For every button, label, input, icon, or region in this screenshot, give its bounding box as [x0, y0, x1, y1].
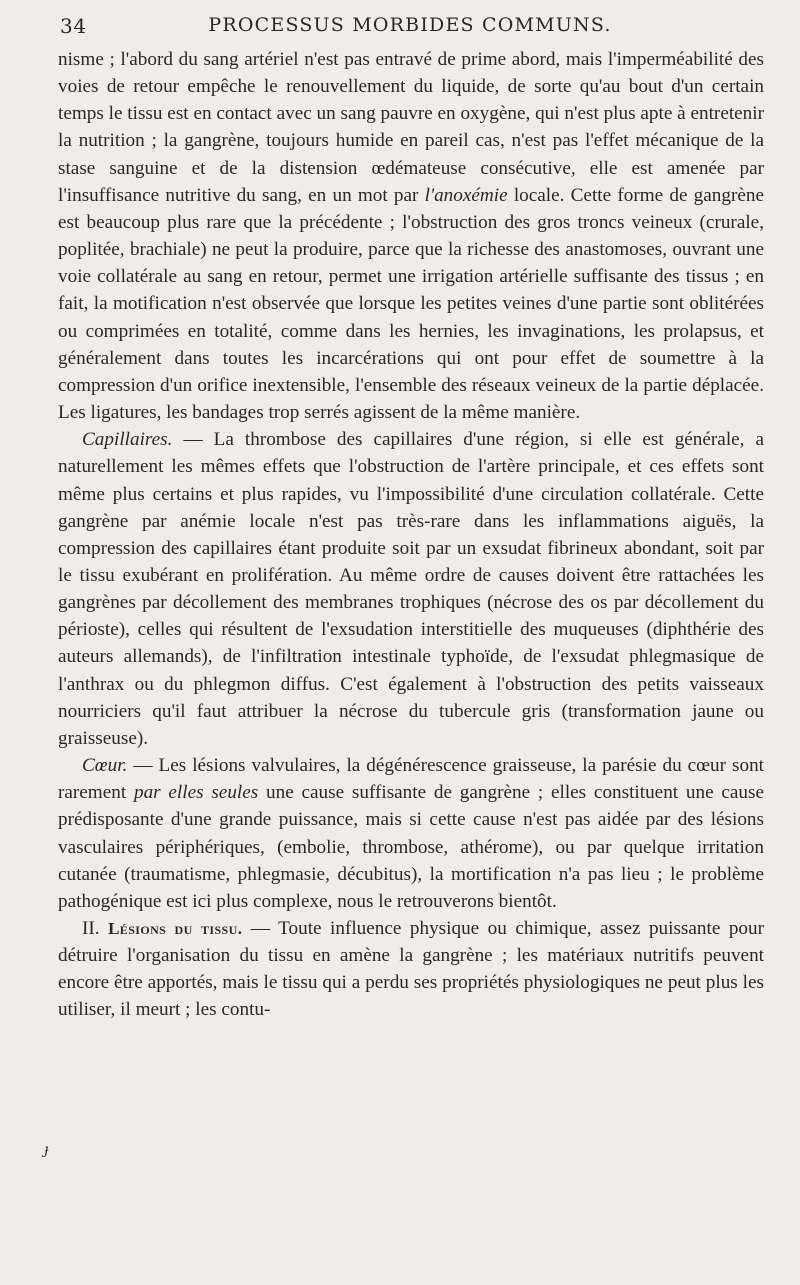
- paragraph-capillaires: [58, 426, 764, 752]
- running-title: PROCESSUS MORBIDES COMMUNS.: [208, 14, 612, 36]
- page-header: [60, 8, 760, 42]
- text-segment: locale. Cette forme de gangrène est beaucoup plus rare que la précédente ; l'obstruction des gros troncs veineux (crurale, poplitée, brachiale) ne peut la produire, parce que la richesse des anastomoses, ouvrant une voie collatérale au sang en retour, permet une irrigation artérielle suffisante des tissus ; en fait, la motification n'est observée que lorsque les petites veines d'une partie sont oblitérées ou comprimées en totalité, comme dans les hernies, les invaginations, les prolapsus, et généralement dans toutes les incarcérations qui ont pour effet de soumettre à la compression d'un orifice inextensible, l'ensemble des réseaux veineux de la partie déplacée. Les ligatures, les bandages trop serrés agissent de la même manière.: [58, 184, 764, 424]
- italic-term-anoxemie: l'anoxémie: [424, 184, 508, 206]
- page-number: 34: [60, 14, 87, 38]
- italic-phrase: par elles seules: [133, 782, 259, 804]
- text-segment: nisme ; l'abord du sang artériel n'est pas entravé de prime abord, mais l'imperméabilité des voies de retour empêche le renouvellement du liquide, de sorte qu'au bout d'un certain temps le tissu est en contact avec un sang pauvre en oxygène, qui n'est plus apte à entretenir la nutrition ; la gangrène, toujours humide en pareil cas, n'est pas l'effet mécanique de la stase sanguine et de la distension œdémateuse consécutive, elle est amenée par l'insuffisance nutritive du sang, en un mot par: [58, 49, 764, 206]
- paragraph-lesions-tissu: [58, 915, 764, 1024]
- margin-mark: ɟ: [44, 1142, 49, 1158]
- paragraph-coeur: [58, 752, 764, 915]
- section-heading-lesions-tissu: Lésions du tissu.: [108, 919, 243, 938]
- paragraph-veins: [58, 46, 764, 426]
- section-heading-capillaires: Capillaires.: [82, 429, 173, 451]
- section-heading-coeur: Cœur.: [82, 755, 128, 777]
- text-segment: une cause suffisante de gangrène ; elles constituent une cause prédisposante d'une grande puissance, mais si cette cause n'est pas aidée par des lésions vasculaires périphériques, (embolie, thrombose, athérome), ou par quelque irritation cutanée (traumatisme, phlegmasie, décubitus), la mortification n'a pas lieu ; le problème pathogénique est ici plus complexe, nous le retrouverons bientôt.: [58, 782, 764, 912]
- text-segment: — Toute influence physique ou chimique, assez puissante pour détruire l'organisation du tissu en amène la gangrène ; les matériaux nutritifs peuvent encore être apportés, mais le tissu qui a perdu ses propriétés physiologiques ne peut plus les utiliser, il meurt ; les contu-: [58, 918, 765, 1021]
- body-text: [58, 46, 764, 1024]
- text-segment: — Les lésions valvulaires, la dégénérescence graisseuse, la parésie du cœur sont rarement: [58, 755, 764, 804]
- text-segment: — La thrombose des capillaires d'une région, si elle est générale, a naturellement les mêmes effets que l'obstruction de l'artère principale, et ces effets sont même plus certains et plus rapides, vu l'impossibilité d'une circulation collatérale. Cette gangrène par anémie locale n'est pas très-rare dans les inflammations aiguës, la compression des capillaires étant produite soit par un exsudat fibrineux abondant, soit par le tissu exubérant en prolifération. Au même ordre de causes doivent être rattachées les gangrènes par décollement des membranes trophiques (nécrose des os par décollement du périoste), celles qui résultent de l'exsudation interstitielle des muqueuses (diphthérie des auteurs allemands), de l'infiltration intestinale typhoïde, de l'exsudat phlegmasique de l'anthrax ou du phlegmon diffus. C'est également à l'obstruction des petits vaisseaux nourriciers qu'il faut attribuer la nécrose du tubercule gris (transformation jaune ou graisseuse).: [58, 429, 764, 749]
- section-number: II.: [82, 918, 109, 939]
